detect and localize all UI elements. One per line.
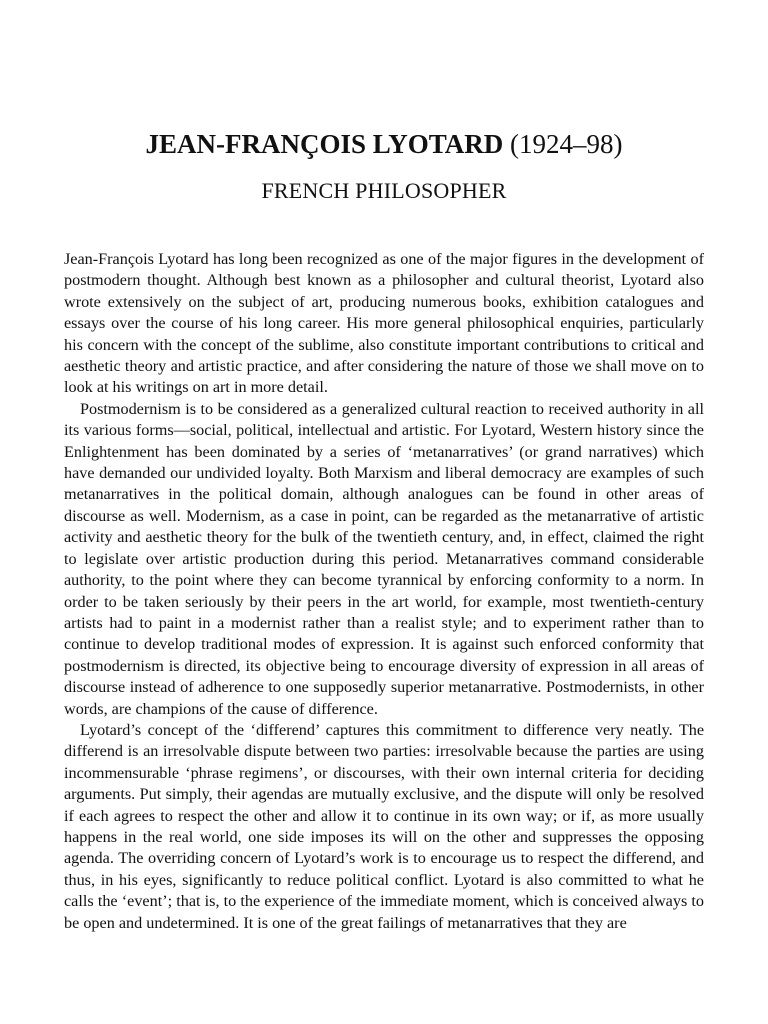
body-text <box>64 249 704 934</box>
entry-name: JEAN-FRANÇOIS LYOTARD <box>145 129 504 159</box>
entry-heading <box>0 127 768 161</box>
entry-dates: (1924–98) <box>510 129 623 159</box>
paragraph-2: Postmodernism is to be considered as a generalized cultural reaction to received authority in all its various forms—social, political, intellectual and artistic. For Lyotard, Western history since the Enlightenment has been dominated by a series of ‘metanarratives’ (or grand narratives) which have demanded our undivided loyalty. Both Marxism and liberal democracy are examples of such metanarratives in the political domain, although analogues can be found in other areas of discourse as well. Modernism, as a case in point, can be regarded as the metanarrative of artistic activity and aesthetic theory for the bulk of the twentieth century, and, in effect, claimed the right to legislate over artistic production during this period. Metanarratives command considerable authority, to the point where they can become tyrannical by enforcing conformity to a norm. In order to be taken seriously by their peers in the art world, for example, most twentieth-century artists had to paint in a modernist rather than a realist style; and to experiment rather than to continue to develop traditional modes of expression. It is against such enforced conformity that postmodernism is directed, its objective being to encourage diversity of expression in all areas of discourse instead of adherence to one supposedly superior metanarrative. Postmodernists, in other words, are champions of the cause of difference. <box>64 399 704 718</box>
entry-subtitle: FRENCH PHILOSOPHER <box>261 178 507 203</box>
paragraph-1: Jean-François Lyotard has long been recognized as one of the major figures in the development of postmodern thought. Although best known as a philosopher and cultural theorist, Lyotard also wrote extensively on the subject of art, producing numerous books, exhibition catalogues and essays over the course of his long career. His more general philosophical enquiries, particularly his concern with the concept of the sublime, also constitute important contributions to critical and aesthetic theory and artistic practice, and after considering the nature of those we shall move on to look at his writings on art in more detail. <box>64 250 704 397</box>
paragraph-3: Lyotard’s concept of the ‘differend’ captures this commitment to difference very neatly. The differend is an irresolvable dispute between two parties: irresolvable because the parties are using incommensurable ‘phrase regimens’, or discourses, with their own internal criteria for deciding arguments. Put simply, their agendas are mutually exclusive, and the dispute will only be resolved if each agrees to respect the other and allow it to continue in its own way; or if, as more usually happens in the real world, one side imposes its will on the other and suppresses the opposing agenda. The overriding concern of Lyotard’s work is to encourage us to respect the differend, and thus, in his eyes, significantly to reduce political conflict. Lyotard is also committed to what he calls the ‘event’; that is, to the experience of the immediate moment, which is conceived always to be open and undetermined. It is one of the great failings of metanarratives that they are <box>64 720 704 932</box>
